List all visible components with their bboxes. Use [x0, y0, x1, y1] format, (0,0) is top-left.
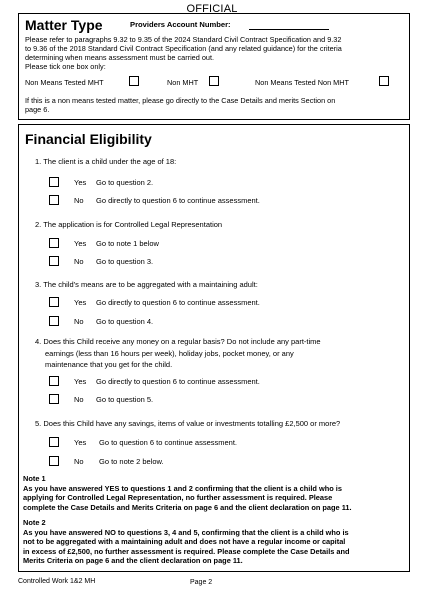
checkbox-non-mht[interactable] — [209, 76, 219, 86]
question-number: 1. — [35, 157, 42, 166]
tick-instruction: Please tick one box only: — [25, 62, 106, 71]
footer-page-number: Page 2 — [190, 579, 213, 586]
note-title: Note 2 — [23, 518, 46, 527]
intro-line: to 9.36 of the 2018 Standard Civil Contract Specification (and any related guidance) for the criteria — [25, 44, 342, 53]
question-text: earnings (less than 16 hours per week), holiday jobs, pocket money, or any — [45, 348, 294, 358]
option-instruction: Go directly to question 6 to continue assessment. — [96, 377, 260, 386]
question-text: The client is a child under the age of 18: — [43, 157, 177, 166]
option-yes-label: Yes — [74, 239, 87, 248]
option-label-nmt-non-mht: Non Means Tested Non MHT — [255, 78, 349, 87]
question-1 — [35, 157, 176, 166]
intro-line: determining when means assessment must be carried out. — [25, 53, 214, 62]
option-instruction: Go to question 6 to continue assessment. — [99, 438, 237, 447]
option-yes-label: Yes — [74, 377, 87, 386]
note-line: applying for Controlled Legal Representation, no further assessment is required. Please — [23, 493, 333, 503]
note-line: If this is a non means tested matter, please go directly to the Case Details and merits Section on — [25, 96, 336, 105]
intro-line: Please refer to paragraphs 9.32 to 9.35 of the 2024 Standard Civil Contract Specification and 9.32 — [25, 35, 342, 44]
question-2 — [35, 220, 222, 229]
question-3 — [35, 280, 258, 289]
account-number-field[interactable] — [249, 29, 329, 30]
option-label-non-mht: Non MHT — [167, 78, 199, 87]
financial-eligibility-title: Financial Eligibility — [25, 131, 152, 147]
option-instruction: Go to question 2. — [96, 178, 154, 187]
note-2 — [23, 518, 411, 566]
q5-yes-checkbox[interactable] — [49, 437, 59, 447]
option-instruction: Go directly to question 6 to continue assessment. — [96, 298, 260, 307]
q2-no-checkbox[interactable] — [49, 256, 59, 266]
note-line: not to be aggregated with a maintaining adult and does not have a regular income or capital — [23, 537, 346, 547]
q3-yes-checkbox[interactable] — [49, 297, 59, 307]
option-no-label: No — [74, 395, 84, 404]
option-yes-label: Yes — [74, 298, 87, 307]
account-number-label: Providers Account Number: — [130, 20, 231, 29]
note-title: Note 1 — [23, 474, 46, 483]
question-number: 4. — [35, 337, 42, 346]
option-instruction: Go to question 5. — [96, 395, 154, 404]
question-number: 5. — [35, 419, 42, 428]
option-no-label: No — [74, 457, 84, 466]
q1-no-checkbox[interactable] — [49, 195, 59, 205]
footer-form-name: Controlled Work 1&2 MH — [18, 578, 96, 585]
option-yes-label: Yes — [74, 178, 87, 187]
option-instruction: Go directly to question 6 to continue assessment. — [96, 196, 260, 205]
option-instruction: Go to note 1 below — [96, 239, 159, 248]
note-line: As you have answered YES to questions 1 and 2 confirming that the client is a child who is — [23, 483, 342, 493]
question-4 — [35, 336, 321, 371]
matter-intro — [25, 35, 409, 71]
classification-label: OFFICIAL — [186, 3, 238, 15]
option-instruction: Go to note 2 below. — [99, 457, 164, 466]
option-yes-label: Yes — [74, 438, 87, 447]
note-1 — [23, 474, 411, 512]
q4-yes-checkbox[interactable] — [49, 376, 59, 386]
q1-yes-checkbox[interactable] — [49, 177, 59, 187]
question-number: 2. — [35, 220, 42, 229]
question-number: 3. — [35, 280, 42, 289]
note-line: page 6. — [25, 105, 50, 114]
option-instruction: Go to question 3. — [96, 257, 154, 266]
non-means-tested-note — [25, 96, 409, 114]
option-no-label: No — [74, 257, 84, 266]
note-line: in excess of £2,500, no further assessment is required. Please complete the Case Details and — [23, 546, 350, 556]
question-5 — [35, 419, 340, 428]
question-text: The application is for Controlled Legal Representation — [43, 220, 223, 229]
option-label-nmt-mht: Non Means Tested MHT — [25, 78, 104, 87]
question-text: The child’s means are to be aggregated with a maintaining adult: — [43, 280, 258, 289]
question-text: Does this Child have any savings, items of value or investments totalling £2,500 or more? — [43, 419, 341, 428]
q4-no-checkbox[interactable] — [49, 394, 59, 404]
option-no-label: No — [74, 196, 84, 205]
note-line: Merits Criteria on page 6 and the client declaration on page 11. — [23, 556, 243, 566]
q3-no-checkbox[interactable] — [49, 316, 59, 326]
q2-yes-checkbox[interactable] — [49, 238, 59, 248]
financial-eligibility-section — [18, 124, 410, 572]
q5-no-checkbox[interactable] — [49, 456, 59, 466]
option-no-label: No — [74, 317, 84, 326]
question-text: maintenance that you get for the child. — [45, 360, 173, 369]
question-text: Does this Child receive any money on a regular basis? Do not include any part-time — [43, 337, 321, 346]
note-line: As you have answered NO to questions 3, 4 and 5, confirming that the client is a child who is — [23, 527, 349, 537]
matter-type-title: Matter Type — [25, 17, 103, 33]
checkbox-non-means-tested-non-mht[interactable] — [379, 76, 389, 86]
note-line: complete the Case Details and Merits Criteria on page 6 and the client declaration on page 11. — [23, 502, 352, 512]
checkbox-non-means-tested-mht[interactable] — [129, 76, 139, 86]
option-instruction: Go to question 4. — [96, 317, 154, 326]
matter-type-section — [18, 13, 410, 120]
